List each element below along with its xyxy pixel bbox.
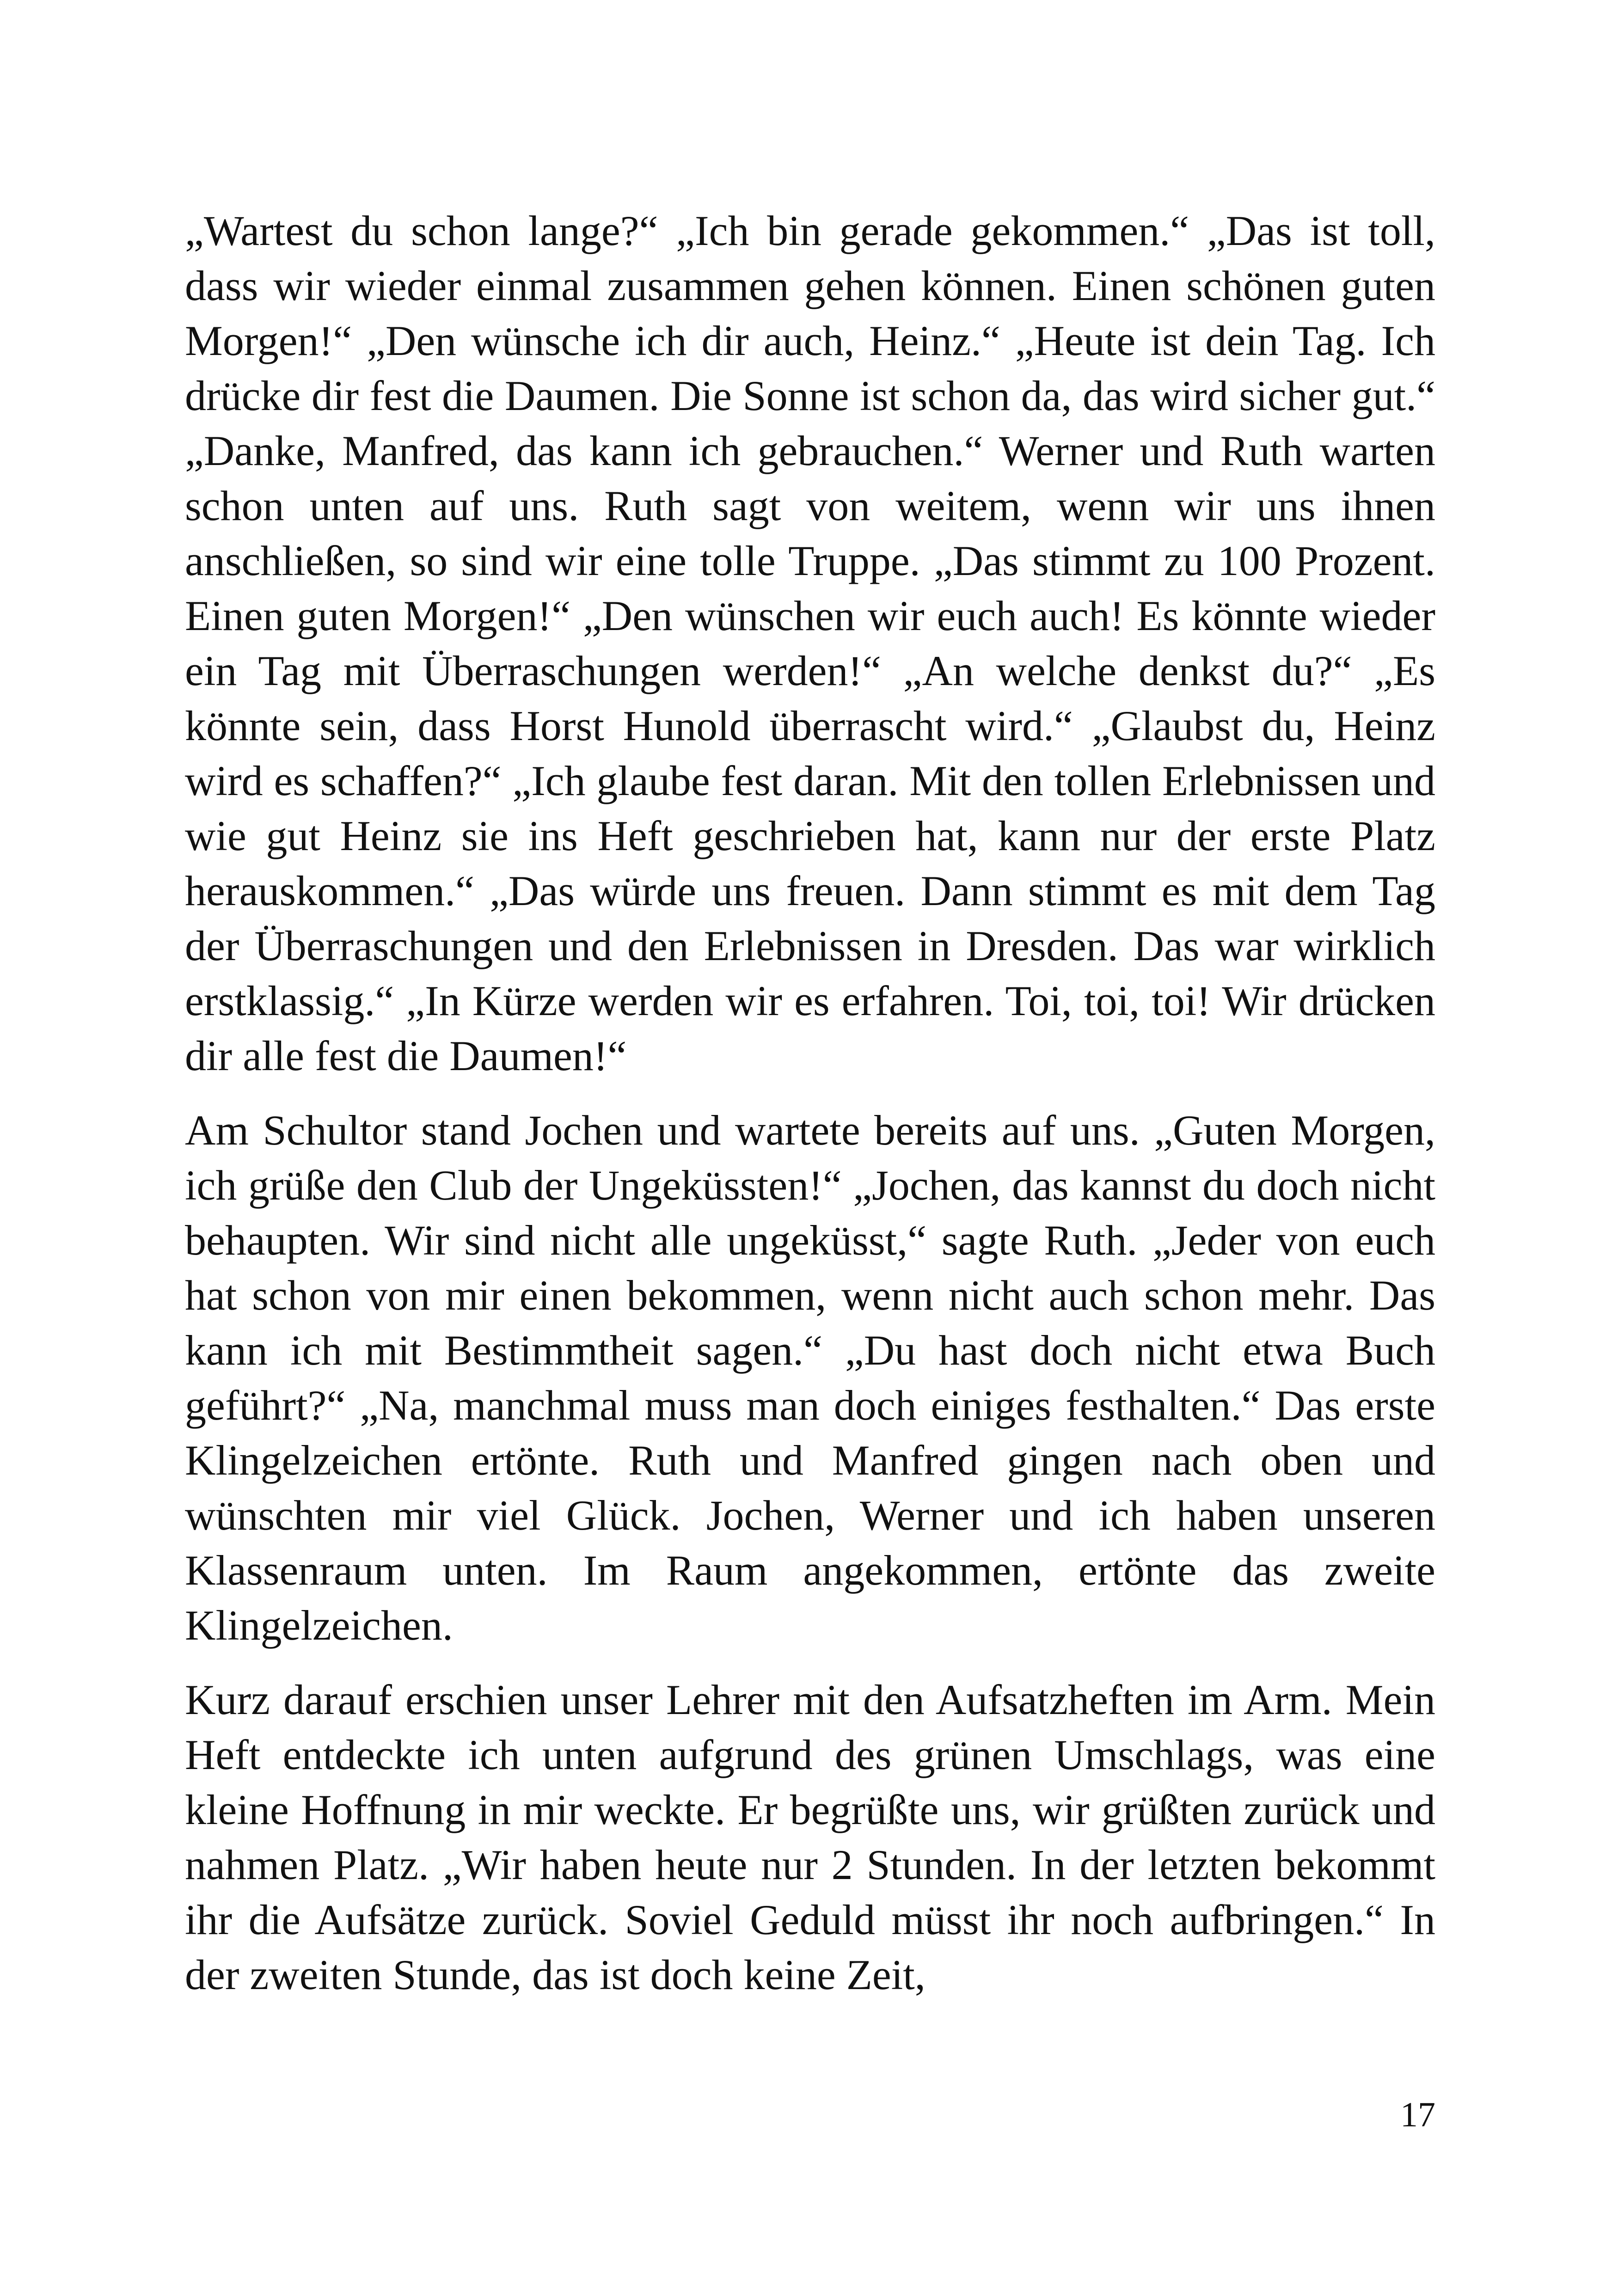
paragraph-3: Kurz darauf erschien unser Lehrer mit den Aufsatzheften im Arm. Mein Heft entdeckte ich unten aufgrund des grünen Umschlags, was eine kleine Hoffnung in mir weckte. Er begrüßte uns, wir grüßten zurück und nahmen Platz. „Wir haben heute nur 2 Stunden. In der letzten bekommt ihr die Aufsätze zurück. Soviel Geduld müsst ihr noch aufbringen.“ In der zweiten Stunde, das ist doch keine Zeit,	[185, 1676, 1435, 1998]
body-text	[185, 203, 1435, 2022]
paragraph-2: Am Schultor stand Jochen und wartete bereits auf uns. „Guten Morgen, ich grüße den Club der Ungeküssten!“ „Jochen, das kannst du doch nicht behaupten. Wir sind nicht alle ungeküsst,“ sagte Ruth. „Jeder von euch hat schon von mir einen bekommen, wenn nicht auch schon mehr. Das kann ich mit Bestimmtheit sagen.“ „Du hast doch nicht etwa Buch geführt?“ „Na, manchmal muss man doch einiges festhalten.“ Das erste Klingelzeichen ertönte. Ruth und Manfred gingen nach oben und wünschten mir viel Glück. Jochen, Werner und ich haben unseren Klassenraum unten. Im Raum angekommen, ertönte das zweite Klingelzeichen.	[185, 1107, 1435, 1649]
paragraph-1: „Wartest du schon lange?“ „Ich bin gerade gekommen.“ „Das ist toll, dass wir wieder einmal zusammen gehen können. Einen schönen guten Morgen!“ „Den wünsche ich dir auch, Heinz.“ „Heute ist dein Tag. Ich drücke dir fest die Daumen. Die Sonne ist schon da, das wird sicher gut.“ „Danke, Manfred, das kann ich gebrauchen.“ Werner und Ruth warten schon unten auf uns. Ruth sagt von weitem, wenn wir uns ihnen anschließen, so sind wir eine tolle Truppe. „Das stimmt zu 100 Prozent. Einen guten Morgen!“ „Den wünschen wir euch auch! Es könnte wieder ein Tag mit Überraschungen werden!“ „An welche denkst du?“ „Es könnte sein, dass Horst Hunold überrascht wird.“ „Glaubst du, Heinz wird es schaffen?“ „Ich glaube fest daran. Mit den tollen Erlebnissen und wie gut Heinz sie ins Heft geschrieben hat, kann nur der erste Platz herauskommen.“ „Das würde uns freuen. Dann stimmt es mit dem Tag der Überraschungen und den Erlebnissen in Dresden. Das war wirklich erstklassig.“ „In Kürze werden wir es erfahren. Toi, toi, toi! Wir drücken dir alle fest die Daumen!“	[185, 207, 1435, 1079]
page-number: 17	[1400, 2095, 1435, 2134]
